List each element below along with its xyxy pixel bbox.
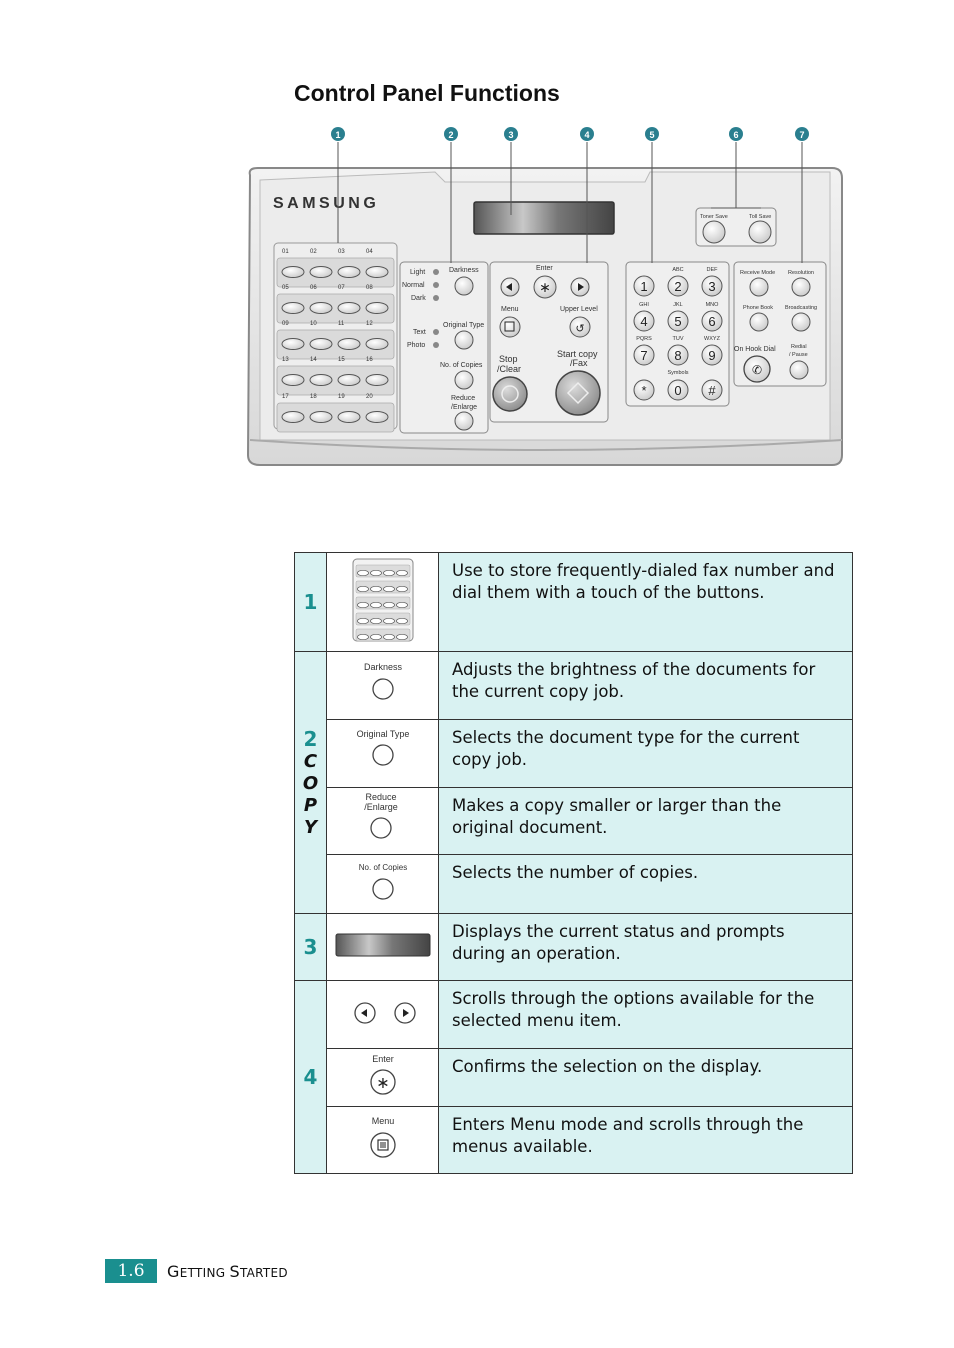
svg-text:↺: ↺ <box>575 323 585 335</box>
callout-label: 2 <box>448 130 454 140</box>
one-touch-label: 01 <box>282 249 289 255</box>
svg-text:Photo: Photo <box>407 342 426 349</box>
svg-text:On Hook Dial: On Hook Dial <box>734 346 776 353</box>
row-original-type-description: Selects the document type for the current copy job. <box>439 720 853 788</box>
one-touch-button <box>310 303 332 314</box>
svg-text:6: 6 <box>708 314 716 329</box>
one-touch-label: 12 <box>366 321 373 327</box>
svg-text:Toner Save: Toner Save <box>700 214 728 220</box>
one-touch-button <box>366 303 388 314</box>
svg-text:Text: Text <box>413 329 426 336</box>
one-touch-label: 18 <box>310 394 317 400</box>
svg-text:/Enlarge: /Enlarge <box>451 404 478 411</box>
svg-text:Receive Mode: Receive Mode <box>740 270 776 276</box>
svg-text:8: 8 <box>674 348 682 363</box>
svg-text:/Fax: /Fax <box>570 358 588 368</box>
svg-text:Phone Book: Phone Book <box>743 305 773 311</box>
svg-text:JKL: JKL <box>673 302 683 308</box>
icon-no-of-copies-button <box>327 855 439 914</box>
icon-original-type-button <box>327 720 439 788</box>
svg-text:∗: ∗ <box>375 1074 390 1092</box>
one-touch-label: 20 <box>366 394 373 400</box>
group-4-number: 4 <box>295 981 327 1174</box>
one-touch-button <box>366 339 388 350</box>
svg-text:Menu: Menu <box>371 1116 394 1126</box>
svg-text:*: * <box>641 383 647 398</box>
one-touch-button <box>282 267 304 278</box>
one-touch-button <box>310 375 332 386</box>
one-touch-label: 03 <box>338 249 345 255</box>
svg-text:✆: ✆ <box>751 363 763 377</box>
one-touch-button <box>366 267 388 278</box>
one-touch-button <box>310 267 332 278</box>
icon-enter-button <box>327 1049 439 1107</box>
svg-text:Dark: Dark <box>411 295 426 302</box>
callout-label: 4 <box>584 130 590 140</box>
svg-text:3: 3 <box>708 279 716 294</box>
svg-text:9: 9 <box>708 348 716 363</box>
svg-text:Menu: Menu <box>501 306 519 313</box>
group-1-number: 1 <box>295 553 327 652</box>
one-touch-label: 17 <box>282 394 289 400</box>
one-touch-label: 08 <box>366 285 373 291</box>
page-title: Control Panel Functions <box>294 80 560 106</box>
svg-text:0: 0 <box>674 383 682 398</box>
svg-text:PQRS: PQRS <box>636 336 652 342</box>
one-touch-label: 16 <box>366 357 373 363</box>
svg-text:Normal: Normal <box>402 282 425 289</box>
svg-text:Start copy: Start copy <box>557 349 598 359</box>
one-touch-button <box>282 339 304 350</box>
icon-lcd-display <box>327 914 439 981</box>
icon-one-touch-keys <box>327 553 439 652</box>
svg-text:/ Pause: / Pause <box>789 352 808 358</box>
svg-text:5: 5 <box>674 314 682 329</box>
one-touch-label: 05 <box>282 285 289 291</box>
icon-menu-button <box>327 1107 439 1174</box>
icon-darkness-button <box>327 652 439 720</box>
svg-text:Original Type: Original Type <box>356 728 409 739</box>
svg-text:4: 4 <box>640 314 648 329</box>
row-reduce-enlarge-description: Makes a copy smaller or larger than the original document. <box>439 788 853 855</box>
svg-text:Resolution: Resolution <box>788 270 814 276</box>
one-touch-button <box>282 303 304 314</box>
one-touch-button <box>282 412 304 423</box>
one-touch-button <box>282 375 304 386</box>
one-touch-label: 10 <box>310 321 317 327</box>
callout-label: 5 <box>649 130 655 140</box>
row-1-description: Use to store frequently-dialed fax number and dial them with a touch of the buttons. <box>439 553 853 652</box>
svg-text:Broadcasting: Broadcasting <box>785 305 818 311</box>
svg-text:Darkness: Darkness <box>449 267 479 274</box>
svg-text:MNO: MNO <box>705 302 719 308</box>
svg-text:2: 2 <box>674 279 682 294</box>
row-lcd-description: Displays the current status and prompts during an operation. <box>439 914 853 981</box>
svg-text:TUV: TUV <box>672 336 684 342</box>
icon-reduce-enlarge-button <box>327 788 439 855</box>
svg-text:7: 7 <box>640 348 648 363</box>
svg-text:No. of Copies: No. of Copies <box>440 362 483 369</box>
svg-text:ABC: ABC <box>672 267 684 273</box>
svg-text:Symbols: Symbols <box>667 370 689 376</box>
one-touch-label: 04 <box>366 249 373 255</box>
one-touch-button <box>338 339 360 350</box>
one-touch-button <box>366 375 388 386</box>
svg-text:Enter: Enter <box>536 265 553 272</box>
svg-text:∗: ∗ <box>539 279 551 295</box>
one-touch-label: 02 <box>310 249 317 255</box>
svg-text:Light: Light <box>410 269 426 276</box>
one-touch-label: 11 <box>338 321 345 327</box>
svg-text:Reduce: Reduce <box>451 395 476 402</box>
functions-table <box>294 552 853 1174</box>
callout-label: 7 <box>799 130 805 140</box>
svg-text:DEF: DEF <box>706 267 718 273</box>
group-3-number: 3 <box>295 914 327 981</box>
svg-text:Redial: Redial <box>791 344 807 350</box>
row-no-of-copies-description: Selects the number of copies. <box>439 855 853 914</box>
control-panel-diagram <box>240 120 850 490</box>
one-touch-button <box>310 339 332 350</box>
one-touch-button <box>338 267 360 278</box>
row-scroll-description: Scrolls through the options available for the selected menu item. <box>439 981 853 1049</box>
page-number: 1.6 <box>105 1259 157 1283</box>
callout-label: 3 <box>508 130 514 140</box>
svg-text:#: # <box>708 383 716 398</box>
svg-text:Upper Level: Upper Level <box>560 306 598 313</box>
group-2-number: 2 C O P Y <box>295 652 327 914</box>
callout-label: 6 <box>733 130 739 140</box>
one-touch-button <box>338 375 360 386</box>
svg-text:Darkness: Darkness <box>363 661 402 672</box>
one-touch-label: 15 <box>338 357 345 363</box>
one-touch-button <box>338 412 360 423</box>
svg-text:WXYZ: WXYZ <box>704 336 720 342</box>
one-touch-button <box>366 412 388 423</box>
svg-text:/Enlarge: /Enlarge <box>363 802 398 812</box>
svg-text:Toll Save: Toll Save <box>749 214 772 220</box>
one-touch-label: 07 <box>338 285 345 291</box>
svg-text:Reduce: Reduce <box>364 792 397 802</box>
row-menu-description: Enters Menu mode and scrolls through the menus available. <box>439 1107 853 1174</box>
svg-text:Original Type: Original Type <box>443 322 485 329</box>
callout-label: 1 <box>335 130 341 140</box>
svg-text:1: 1 <box>640 279 648 294</box>
one-touch-button <box>338 303 360 314</box>
one-touch-label: 06 <box>310 285 317 291</box>
one-touch-label: 14 <box>310 357 317 363</box>
brand-logo: SAMSUNG <box>273 195 380 212</box>
row-darkness-description: Adjusts the brightness of the documents for the current copy job. <box>439 652 853 720</box>
one-touch-label: 19 <box>338 394 345 400</box>
one-touch-label: 09 <box>282 321 289 327</box>
section-title: GETTING STARTED <box>167 1262 288 1281</box>
svg-text:/Clear: /Clear <box>497 364 522 374</box>
icon-scroll-buttons <box>327 981 439 1049</box>
svg-text:Enter: Enter <box>371 1053 394 1064</box>
one-touch-label: 13 <box>282 357 289 363</box>
svg-text:Stop: Stop <box>499 354 518 364</box>
one-touch-button <box>310 412 332 423</box>
row-enter-description: Confirms the selection on the display. <box>439 1049 853 1107</box>
svg-text:No. of Copies: No. of Copies <box>358 863 407 872</box>
lcd-display <box>474 202 614 234</box>
svg-text:GHI: GHI <box>639 302 649 308</box>
